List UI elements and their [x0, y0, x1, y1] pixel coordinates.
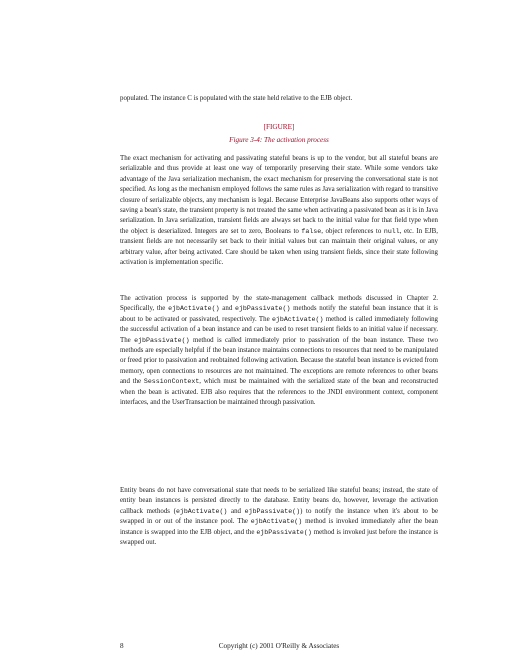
code-ejbpassivate: ejbPassivate() — [235, 305, 291, 313]
copyright-notice: Copyright (c) 2001 O'Reilly & Associates — [218, 642, 340, 650]
activation-paragraph — [120, 294, 438, 408]
figure-placeholder: [FIGURE] — [263, 123, 295, 131]
activation-text-5: method is called immediately prior to passivation of the bean instance. These two methods are especially helpful if the bean instance maintains connections to resources that need to be manipulated or freed prior to passivation and reobtained following activation. Because the stateful bean instance is evicted from memory, open connections to resources are not maintained. The exceptions are remote references to other beans and the — [120, 336, 438, 386]
activation-text-4: method is called immediately following the successful activation of a bean instance and can be used to reset transient fields to an initial value if necessary. The — [120, 315, 438, 344]
mechanism-text-2: , object references to — [321, 227, 384, 235]
code-sessioncontext: SessionContext — [143, 378, 200, 386]
figure-caption: Figure 3-4: The activation process — [229, 136, 329, 144]
mechanism-text-3: , etc. In EJB, transient fields are not necessarily set back to their initial values but can maintain their original values, or any arbitrary value, after being activated. Care should be taken when using transient fields, since their state following activation is implementation specific. — [120, 227, 438, 267]
activation-text-3: methods notify the stateful bean instance that it is about to be activated or passivated, respectively. The — [120, 305, 438, 323]
mechanism-text-1: The exact mechanism for activating and passivating stateful beans is up to the vendor, but all stateful beans are serializable and thus provide at least one way of temporarily preserving their state. While some vendors take advantage of the Java serialization mechanism, the exact mechanism for preserving the conversational state is not specified. As long as the mechanism employed follows the same rules as Java serialization with regard to transitive closure of serializable objects, any mechanism is legal. Because Enterprise JavaBeans also supports other ways of saving a bean's state, the transient property is not treated the same when activating a passivated bean as it is in Java serialization. In Java serialization, transient fields are always set back to the initial value for that field type when the object is deserialized. Integers are set to zero, Booleans to — [120, 155, 438, 235]
entity-text-5: method is invoked just before the instance is swapped out. — [120, 528, 439, 547]
page-number: 8 — [120, 642, 124, 650]
document-page — [120, 0, 438, 660]
intro-paragraph — [120, 94, 438, 104]
code-ejbactivate: ejbActivate() — [250, 518, 303, 526]
code-false: false — [301, 227, 322, 235]
code-ejbpassivate: ejbPassivate() — [134, 336, 190, 344]
mechanism-paragraph — [120, 154, 438, 268]
code-null: null — [383, 227, 400, 235]
intro-text: populated. The instance C is populated with the state held relative to the EJB object. — [120, 95, 353, 102]
entity-paragraph — [120, 486, 438, 548]
activation-text-6: , which must be maintained with the serialized state of the bean and reconstructed when the bean is activated. EJB also requires that the references to the JNDI environment context, component interfaces, and the UserTransaction be maintained through passivation. — [120, 378, 439, 407]
entity-text-1: Entity beans do not have conversational state that needs to be serialized like stateful beans; instead, the state of entity bean instances is persisted directly to the database. Entity beans do, however, leverage the activation callback methods ( — [120, 487, 438, 515]
entity-text-3: ) to notify the instance when it's about to be swapped in or out of the instance pool. The — [120, 507, 438, 526]
code-ejbactivate: ejbActivate() — [175, 507, 228, 515]
entity-text-2: and — [227, 507, 245, 515]
code-ejbactivate: ejbActivate() — [168, 305, 220, 313]
activation-text-2: and — [219, 305, 236, 313]
entity-text-4: method is invoked immediately after the bean instance is swapped into the EJB object, and the — [120, 518, 438, 536]
code-ejbactivate: ejbActivate() — [271, 315, 324, 323]
activation-text-1: The activation process is supported by the state-management callback methods discussed in Chapter 2. Specifically, the — [120, 295, 438, 313]
code-ejbpassivate: ejbPassivate() — [256, 528, 312, 536]
code-ejbpassivate: ejbPassivate() — [244, 507, 301, 515]
